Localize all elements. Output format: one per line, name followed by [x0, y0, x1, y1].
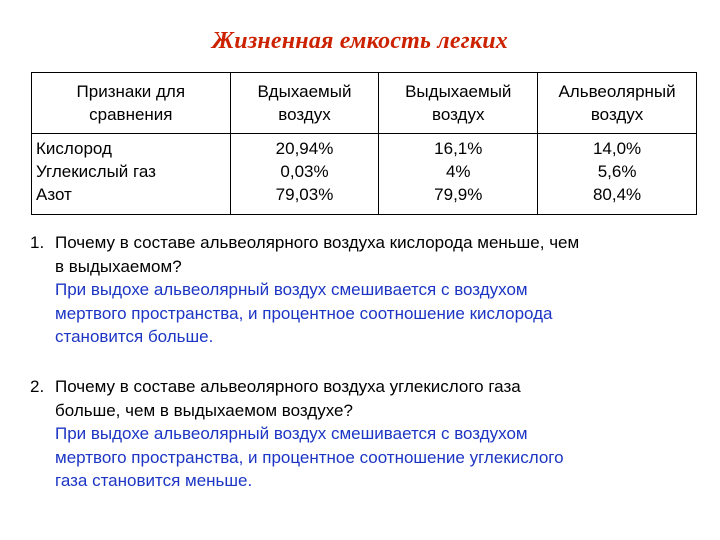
header-text: сравнения	[89, 105, 173, 124]
inhaled-values-cell	[230, 134, 379, 215]
alveolar-nitrogen: 80,4%	[592, 185, 642, 204]
header-text: Вдыхаемый	[257, 82, 352, 101]
answer-text-line: При выдохе альвеолярный воздух смешивается с воздухом	[55, 280, 528, 299]
header-text: Выдыхаемый	[405, 82, 512, 101]
exhaled-co2: 4%	[445, 162, 471, 181]
label-carbon-dioxide: Углекислый газ	[36, 162, 156, 181]
inhaled-co2: 0,03%	[280, 162, 329, 181]
exhaled-values-cell	[379, 134, 538, 215]
alveolar-values-cell	[538, 134, 697, 215]
header-cell-inhaled	[230, 73, 379, 134]
answer-text-line: газа становится меньше.	[55, 471, 253, 490]
header-text: воздух	[590, 105, 644, 124]
answer-text-line: мертвого пространства, и процентное соотношение кислорода	[55, 303, 553, 323]
question-number: 2.	[30, 377, 45, 396]
label-oxygen: Кислород	[36, 139, 112, 158]
exhaled-nitrogen: 79,9%	[434, 185, 483, 204]
header-text: Признаки для	[76, 82, 186, 101]
answer-text-line: При выдохе альвеолярный воздух смешивается с воздухом	[55, 424, 528, 443]
question-number: 1.	[30, 233, 45, 252]
answer-text-line: мертвого пространства, и процентное соотношение углекислого	[55, 447, 564, 467]
header-text: воздух	[432, 105, 485, 124]
question-block-2	[30, 375, 690, 493]
question-text-line: в выдыхаемом?	[55, 256, 182, 276]
table-data-row	[32, 134, 697, 215]
table-header-row	[32, 73, 697, 134]
header-text: воздух	[278, 105, 331, 124]
label-nitrogen: Азот	[36, 185, 72, 204]
header-cell-alveolar	[538, 73, 697, 134]
header-cell-exhaled	[379, 73, 538, 134]
question-text-line: Почему в составе альвеолярного воздуха углекислого газа	[55, 377, 521, 396]
alveolar-oxygen: 14,0%	[592, 139, 642, 158]
exhaled-oxygen: 16,1%	[434, 139, 483, 158]
header-text: Альвеолярный	[558, 82, 676, 101]
row-labels-cell	[32, 134, 231, 215]
inhaled-nitrogen: 79,03%	[275, 185, 334, 204]
header-cell-criteria	[32, 73, 231, 134]
question-block-1	[30, 231, 690, 349]
question-text-line: Почему в составе альвеолярного воздуха кислорода меньше, чем	[55, 233, 580, 252]
inhaled-oxygen: 20,94%	[275, 139, 334, 158]
question-text-line: больше, чем в выдыхаемом воздухе?	[55, 400, 353, 420]
answer-text-line: становится больше.	[55, 327, 214, 346]
page-title: Жизненная емкость легких	[212, 28, 508, 54]
comparison-table	[31, 72, 697, 215]
alveolar-co2: 5,6%	[597, 162, 637, 181]
